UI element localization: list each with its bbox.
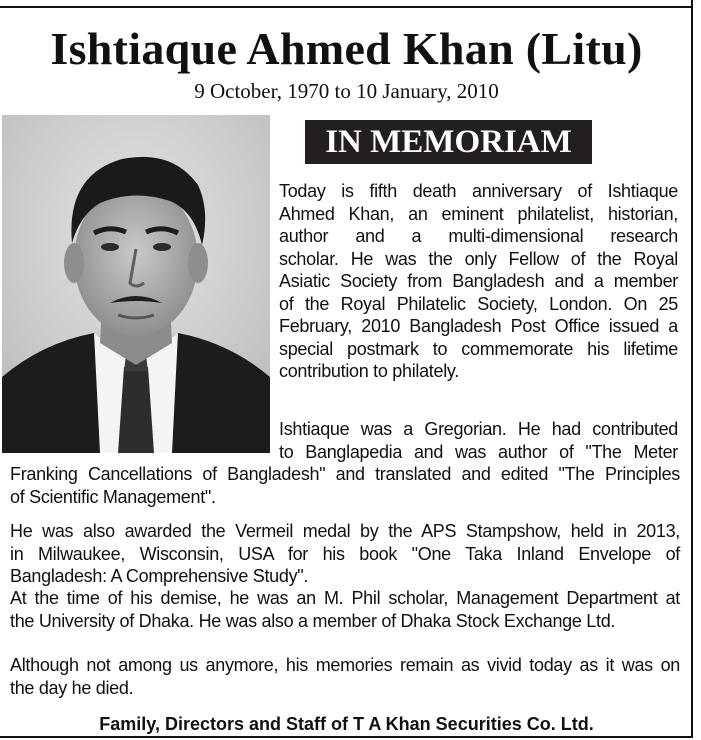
text-line: Franking Cancellations of Bangladesh" and translated and edited "The Principles bbox=[10, 464, 680, 484]
portrait-illustration bbox=[2, 115, 270, 453]
text-line: Bangladesh: A Comprehensive Study". bbox=[10, 566, 309, 586]
text-line: of Scientific Management". bbox=[10, 486, 216, 507]
text-line: At the time of his demise, he was an M. Phil scholar, Management Department at bbox=[10, 588, 680, 608]
life-dates: 9 October, 1970 to 10 January, 2010 bbox=[194, 79, 499, 103]
text-line: contribution to philately. bbox=[279, 361, 459, 381]
text-line: scholar. He was the only Fellow of the Royal bbox=[279, 248, 678, 269]
text-line: in Milwaukee, Wisconsin, USA for his book "One Taka Inland Envelope of bbox=[10, 543, 680, 564]
text-line: He was also awarded the Vermeil medal by the APS Stampshow, held in 2013, bbox=[10, 521, 680, 541]
text-line: the University of Dhaka. He was also a member of Dhaka Stock Exchange Ltd. bbox=[10, 610, 616, 631]
paragraph-closing bbox=[10, 654, 680, 699]
text-line: special postmark to commemorate his lifetime bbox=[279, 338, 678, 359]
text-line: to Banglapedia and was author of "The Meter bbox=[279, 441, 678, 462]
text-line: Today is fifth death anniversary of Ishtiaque bbox=[279, 181, 678, 201]
text-line: author and a multi-dimensional research bbox=[279, 226, 678, 246]
text-line: Although not among us anymore, his memories remain as vivid today as it was on bbox=[10, 655, 680, 675]
paragraph-intro bbox=[279, 180, 678, 383]
text-line: Ahmed Khan, an eminent philatelist, historian, bbox=[279, 203, 678, 224]
clipped-header-strip bbox=[0, 0, 693, 8]
in-memoriam-heading: IN MEMORIAM bbox=[305, 120, 592, 164]
text-line: the day he died. bbox=[10, 677, 134, 698]
signature-line: Family, Directors and Staff of T A Khan Securities Co. Ltd. bbox=[99, 714, 594, 734]
text-line: February, 2010 Bangladesh Post Office issued a bbox=[279, 316, 678, 336]
paragraph-scholar bbox=[10, 587, 680, 632]
portrait-photo bbox=[2, 115, 270, 453]
text-line: of the Royal Philatelic Society, London. On 25 bbox=[279, 293, 678, 314]
text-line: Asiatic Society from Bangladesh and a member bbox=[279, 271, 678, 291]
paragraph-works-top bbox=[279, 418, 678, 463]
paragraph-works-bottom bbox=[10, 463, 680, 508]
person-name: Ishtiaque Ahmed Khan (Litu) bbox=[50, 23, 643, 74]
paragraph-award bbox=[10, 520, 680, 588]
text-line: Ishtiaque was a Gregorian. He had contributed bbox=[279, 419, 678, 439]
